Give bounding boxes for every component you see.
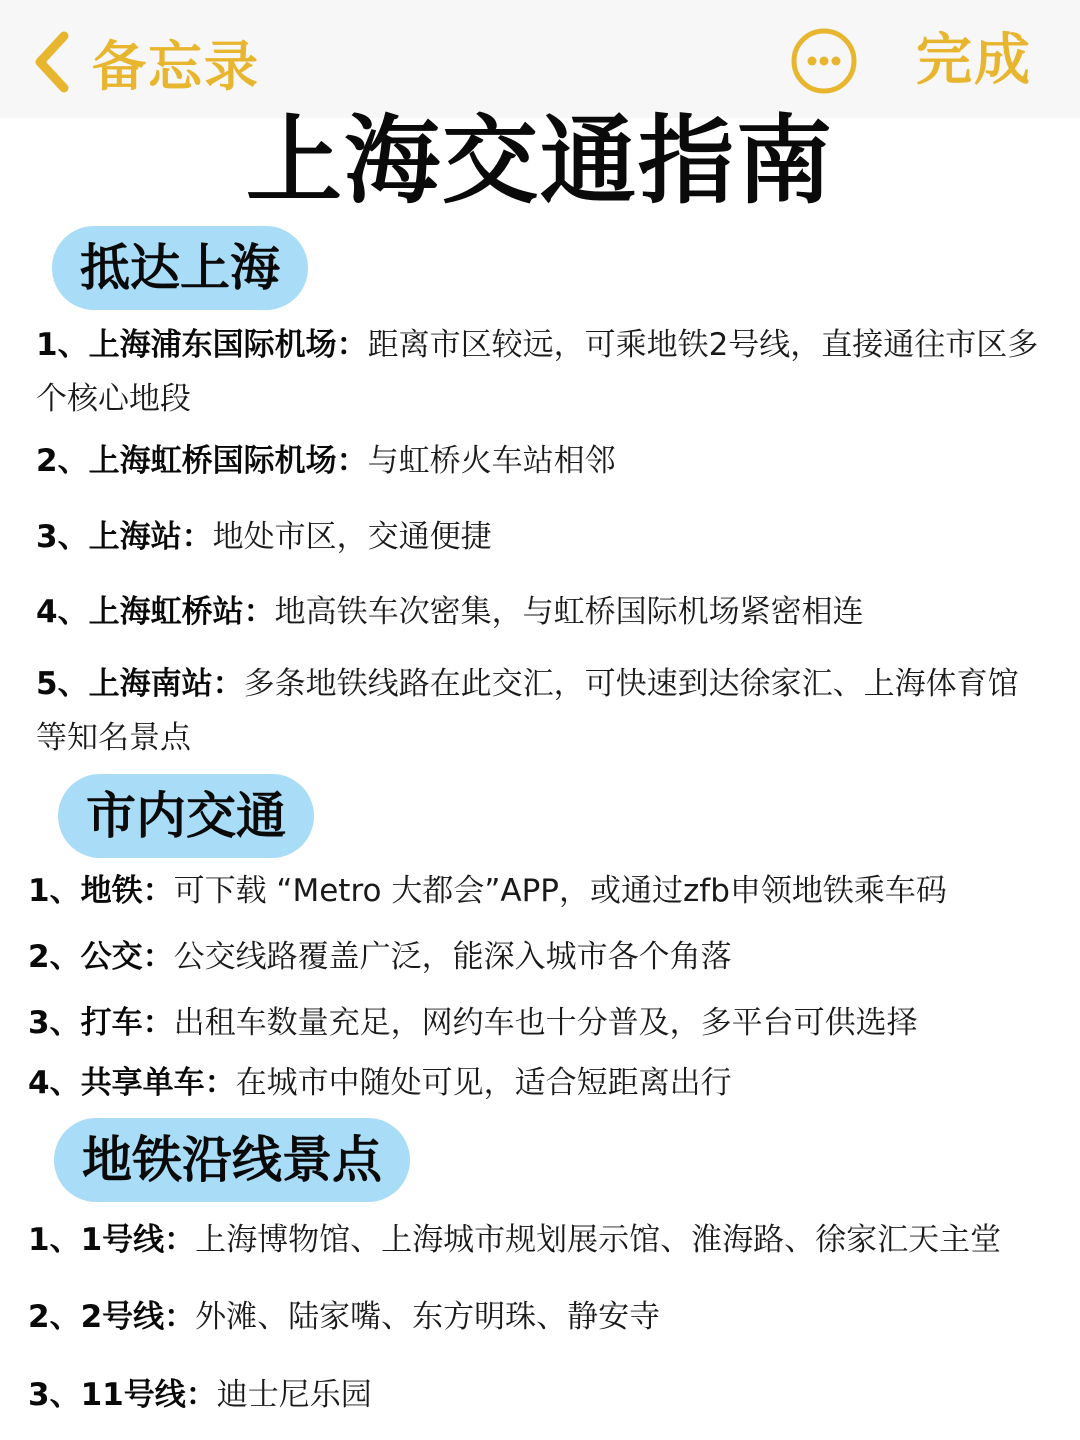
list-item	[28, 1213, 1068, 1267]
chevron-left-icon	[30, 30, 74, 94]
done-button[interactable]: 完成	[916, 28, 1032, 93]
page-title: 上海交通指南	[246, 105, 834, 217]
list-item-text: 在城市中随处可见，适合短距离出行	[235, 1065, 732, 1101]
list-item	[36, 318, 1046, 426]
list-item-text: 出租车数量充足，网约车也十分普及，多平台可供选择	[173, 1005, 918, 1041]
list-item-text: 可下载 “Metro 大都会”APP，或通过zfb申领地铁乘车码	[173, 873, 947, 909]
list-item-head: 4、上海虹桥站：	[36, 594, 275, 630]
navbar	[0, 0, 1080, 118]
list-item-head: 1、1号线：	[28, 1222, 196, 1258]
list-item-text: 距离市区较远，可乘地铁2号线，直接通往市区多个核心地段	[36, 327, 1039, 417]
back-button[interactable]	[30, 22, 260, 102]
more-button[interactable]	[790, 27, 858, 95]
ellipsis-circle-icon	[790, 27, 858, 95]
list-item-text: 迪士尼乐园	[216, 1377, 372, 1413]
list-item	[28, 930, 1058, 984]
list-item-head: 1、上海浦东国际机场：	[36, 327, 368, 363]
list-item	[36, 657, 1046, 765]
list-item	[28, 1368, 1068, 1422]
section-heading-metro-attractions: 地铁沿线景点	[54, 1118, 410, 1202]
list-item-text: 外滩、陆家嘴、东方明珠、静安寺	[195, 1299, 661, 1335]
section-heading-city-transport: 市内交通	[58, 774, 314, 858]
list-item	[36, 510, 1046, 564]
list-item-head: 3、11号线：	[28, 1377, 217, 1413]
list-item-text: 地高铁车次密集，与虹桥国际机场紧密相连	[274, 594, 864, 630]
list-item-head: 4、共享单车：	[28, 1065, 236, 1101]
list-item	[28, 996, 1058, 1050]
list-item-head: 3、上海站：	[36, 519, 213, 555]
list-item-text: 地处市区，交通便捷	[212, 519, 492, 555]
list-item-head: 2、上海虹桥国际机场：	[36, 443, 368, 479]
list-item	[36, 434, 1046, 488]
list-item-head: 3、打车：	[28, 1005, 174, 1041]
list-item-text: 上海博物馆、上海城市规划展示馆、淮海路、徐家汇天主堂	[195, 1222, 1002, 1258]
list-item-text: 公交线路覆盖广泛，能深入城市各个角落	[173, 939, 732, 975]
list-item	[28, 1056, 1058, 1110]
list-item-head: 1、地铁：	[28, 873, 174, 909]
list-item-text: 多条地铁线路在此交汇，可快速到达徐家汇、上海体育馆等知名景点	[36, 666, 1019, 756]
back-button-label: 备忘录	[92, 34, 260, 98]
section-heading-arrival: 抵达上海	[52, 226, 308, 310]
list-item-text: 与虹桥火车站相邻	[367, 443, 616, 479]
list-item	[28, 1290, 1068, 1344]
list-item-head: 2、公交：	[28, 939, 174, 975]
list-item	[28, 864, 1058, 918]
list-item	[36, 585, 1046, 639]
list-item-head: 2、2号线：	[28, 1299, 196, 1335]
list-item-head: 5、上海南站：	[36, 666, 244, 702]
